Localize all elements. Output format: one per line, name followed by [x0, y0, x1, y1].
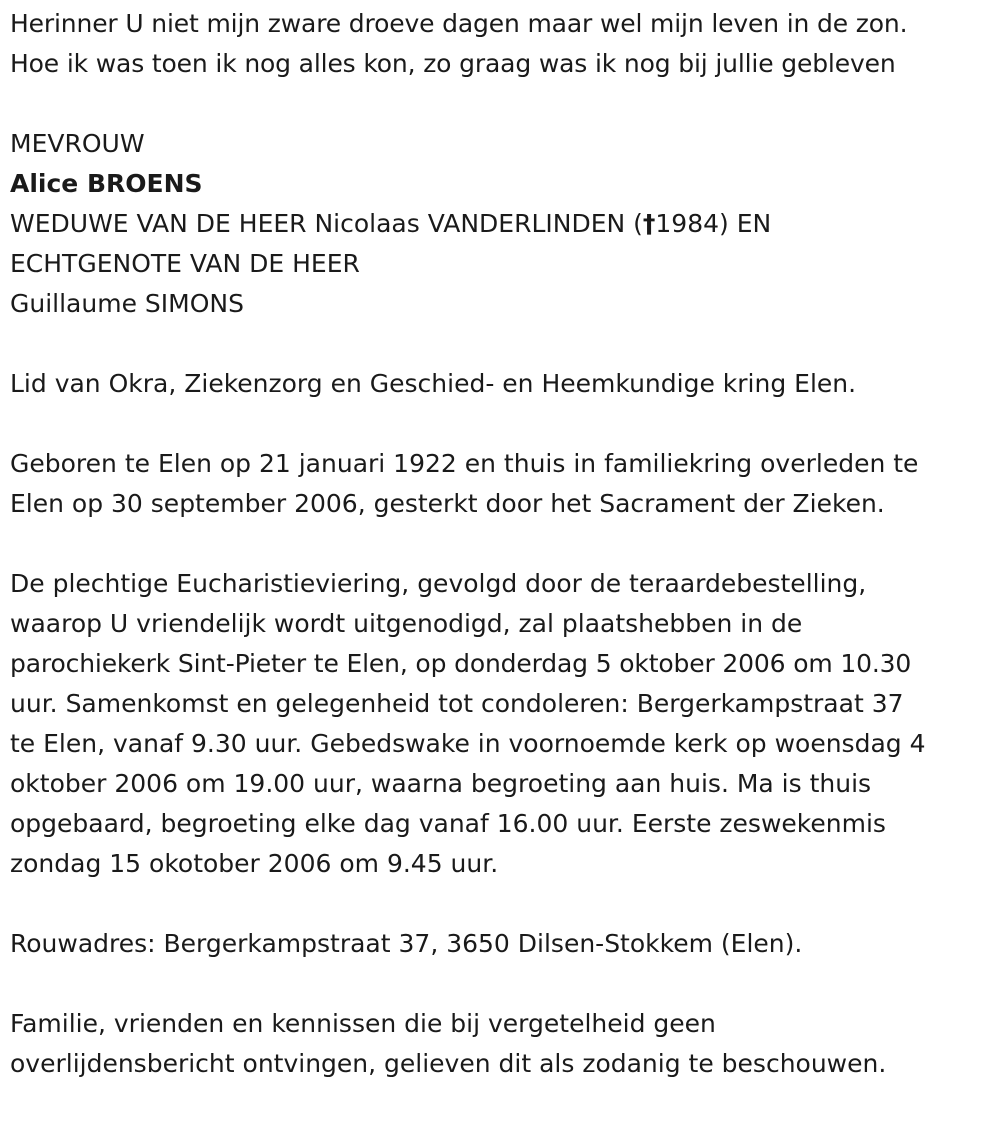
spouse-name: Guillaume SIMONS	[10, 289, 244, 318]
relation-suffix: 1984) EN	[655, 209, 772, 238]
birth-death-line-1: Geboren te Elen op 21 januari 1922 en thuis in familiekring overleden te	[10, 449, 919, 478]
relation-line-2: ECHTGENOTE VAN DE HEER	[10, 249, 360, 278]
ceremony-line: oktober 2006 om 19.00 uur, waarna begroeting aan huis. Ma is thuis	[10, 769, 872, 798]
birth-death-line-2: Elen op 30 september 2006, gesterkt door het Sacrament der Zieken.	[10, 489, 885, 518]
spacer	[10, 884, 995, 924]
ceremony-line: te Elen, vanaf 9.30 uur. Gebedswake in voornoemde kerk op woensdag 4	[10, 729, 926, 758]
ceremony-line: De plechtige Eucharistieviering, gevolgd door de teraardebestelling,	[10, 569, 867, 598]
poem	[10, 4, 995, 84]
poem-line-2: Hoe ik was toen ik nog alles kon, zo graag was ik nog bij jullie gebleven	[10, 49, 896, 78]
honorific-title: MEVROUW	[10, 129, 145, 158]
birth-death-paragraph	[10, 444, 995, 524]
spacer	[10, 404, 995, 444]
closing-paragraph	[10, 1004, 995, 1084]
ceremony-line: opgebaard, begroeting elke dag vanaf 16.00 uur. Eerste zeswekenmis	[10, 809, 886, 838]
relation-line-1	[10, 204, 995, 244]
closing-line-1: Familie, vrienden en kennissen die bij vergetelheid geen	[10, 1009, 716, 1038]
deceased-name: Alice BROENS	[10, 169, 203, 198]
poem-line-1: Herinner U niet mijn zware droeve dagen maar wel mijn leven in de zon.	[10, 9, 908, 38]
relation-prefix: WEDUWE VAN DE HEER Nicolaas VANDERLINDEN (	[10, 209, 643, 238]
spacer	[10, 324, 995, 364]
spacer	[10, 964, 995, 1004]
mourning-address: Rouwadres: Bergerkampstraat 37, 3650 Dilsen-Stokkem (Elen).	[10, 929, 803, 958]
membership-text: Lid van Okra, Ziekenzorg en Geschied- en Heemkundige kring Elen.	[10, 369, 857, 398]
ceremony-line: waarop U vriendelijk wordt uitgenodigd, zal plaatshebben in de	[10, 609, 803, 638]
ceremony-line: zondag 15 okotober 2006 om 9.45 uur.	[10, 849, 499, 878]
spacer	[10, 524, 995, 564]
ceremony-line: parochiekerk Sint-Pieter te Elen, op donderdag 5 oktober 2006 om 10.30	[10, 649, 912, 678]
deceased-block	[10, 124, 995, 324]
ceremony-paragraph	[10, 564, 995, 884]
ceremony-line: uur. Samenkomst en gelegenheid tot condoleren: Bergerkampstraat 37	[10, 689, 904, 718]
cross-symbol: †	[642, 209, 656, 238]
closing-line-2: overlijdensbericht ontvingen, gelieven dit als zodanig te beschouwen.	[10, 1049, 887, 1078]
spacer	[10, 84, 995, 124]
obituary-notice	[10, 0, 995, 1084]
